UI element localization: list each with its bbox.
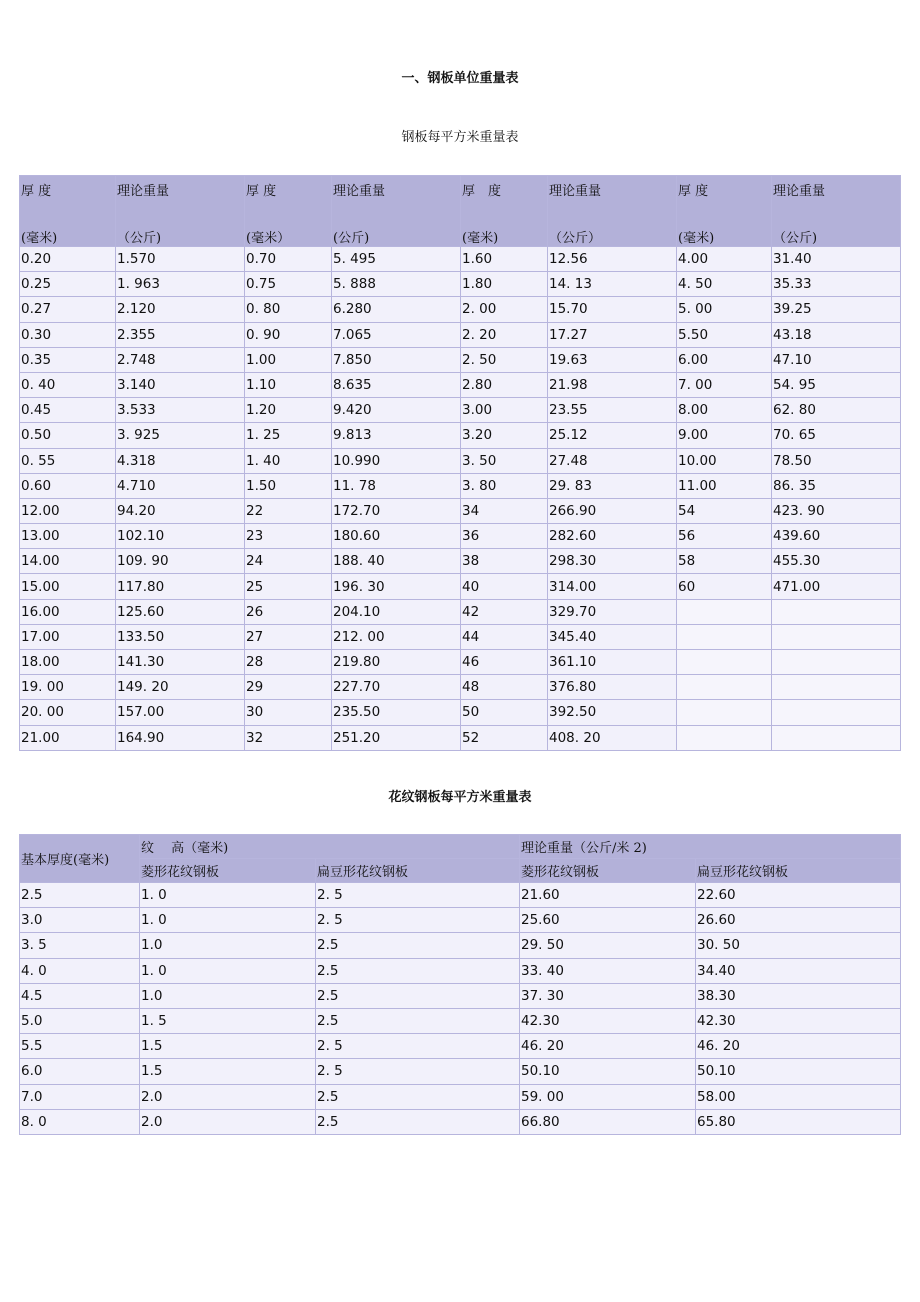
table-cell: 9.420 — [332, 398, 461, 423]
table-cell: 33. 40 — [520, 958, 696, 983]
table-cell: 17.00 — [20, 624, 116, 649]
table-cell: 3.00 — [461, 398, 548, 423]
table-cell: 30. 50 — [696, 933, 901, 958]
table1-header-cell — [461, 176, 548, 247]
table-cell: 2.80 — [461, 372, 548, 397]
table-cell: 11. 78 — [332, 473, 461, 498]
table-cell: 9.813 — [332, 423, 461, 448]
table-cell: 6.00 — [677, 347, 772, 372]
table-cell: 1.5 — [140, 1034, 316, 1059]
header-pattern-height: 纹 高（毫米) — [140, 835, 520, 859]
table-cell: 0.30 — [20, 322, 116, 347]
table-cell: 52 — [461, 725, 548, 750]
table-cell: 42 — [461, 599, 548, 624]
table-cell: 32 — [245, 725, 332, 750]
table-cell: 282.60 — [548, 524, 677, 549]
table-cell — [677, 624, 772, 649]
table-cell: 34 — [461, 498, 548, 523]
table-cell: 21.00 — [20, 725, 116, 750]
table-cell: 54. 95 — [772, 372, 901, 397]
table-cell: 408. 20 — [548, 725, 677, 750]
table-cell: 65.80 — [696, 1109, 901, 1134]
table-cell: 2.0 — [140, 1109, 316, 1134]
steel-plate-weight-table — [19, 175, 901, 751]
table-cell: 50.10 — [520, 1059, 696, 1084]
table-cell: 13.00 — [20, 524, 116, 549]
table-cell — [677, 675, 772, 700]
table-cell: 4. 0 — [20, 958, 140, 983]
table-cell: 1. 5 — [140, 1008, 316, 1033]
table-cell: 1.00 — [245, 347, 332, 372]
table-cell: 180.60 — [332, 524, 461, 549]
table-row — [20, 448, 901, 473]
table-cell: 2.5 — [316, 983, 520, 1008]
table-cell: 0.27 — [20, 297, 116, 322]
table-cell: 26 — [245, 599, 332, 624]
table-row — [20, 908, 901, 933]
table-cell: 58 — [677, 549, 772, 574]
table-cell: 29. 83 — [548, 473, 677, 498]
table-cell: 35.33 — [772, 272, 901, 297]
table2-subheader-cell: 扁豆形花纹钢板 — [316, 859, 520, 883]
table-cell: 50.10 — [696, 1059, 901, 1084]
table-row — [20, 524, 901, 549]
table-cell: 0.45 — [20, 398, 116, 423]
table-cell: 0.50 — [20, 423, 116, 448]
table-cell: 5.50 — [677, 322, 772, 347]
table-row — [20, 549, 901, 574]
table-cell: 7.850 — [332, 347, 461, 372]
table-cell: 17.27 — [548, 322, 677, 347]
table-cell: 1.570 — [116, 247, 245, 272]
table-cell: 2.5 — [316, 1084, 520, 1109]
table-cell: 2. 50 — [461, 347, 548, 372]
table-cell: 78.50 — [772, 448, 901, 473]
table-cell: 25.60 — [520, 908, 696, 933]
table-cell: 5.0 — [20, 1008, 140, 1033]
table-row — [20, 473, 901, 498]
table-cell — [772, 725, 901, 750]
table-cell: 2.0 — [140, 1084, 316, 1109]
table-cell: 37. 30 — [520, 983, 696, 1008]
table-cell: 1.5 — [140, 1059, 316, 1084]
header-label: 厚 度 — [678, 184, 709, 199]
table-cell: 141.30 — [116, 650, 245, 675]
table-cell: 27 — [245, 624, 332, 649]
table-cell: 21.98 — [548, 372, 677, 397]
table-row — [20, 933, 901, 958]
table-cell: 4.5 — [20, 983, 140, 1008]
table-row — [20, 1059, 901, 1084]
table-cell: 31.40 — [772, 247, 901, 272]
table-row — [20, 247, 901, 272]
table-cell: 25 — [245, 574, 332, 599]
table-cell: 0.60 — [20, 473, 116, 498]
table-row — [20, 983, 901, 1008]
table-cell: 3. 5 — [20, 933, 140, 958]
table-cell: 2. 5 — [316, 1059, 520, 1084]
table-cell: 22 — [245, 498, 332, 523]
table-cell: 43.18 — [772, 322, 901, 347]
table-row — [20, 650, 901, 675]
table-cell: 212. 00 — [332, 624, 461, 649]
table1-header-cell — [20, 176, 116, 247]
table-cell: 7.0 — [20, 1084, 140, 1109]
table-cell: 34.40 — [696, 958, 901, 983]
table-cell: 219.80 — [332, 650, 461, 675]
table-cell: 0.70 — [245, 247, 332, 272]
table-cell: 50 — [461, 700, 548, 725]
table-cell: 26.60 — [696, 908, 901, 933]
table-row — [20, 599, 901, 624]
table1-header-cell — [116, 176, 245, 247]
table-cell: 27.48 — [548, 448, 677, 473]
table-cell: 3. 80 — [461, 473, 548, 498]
table-cell: 42.30 — [696, 1008, 901, 1033]
table-cell: 36 — [461, 524, 548, 549]
table-cell: 266.90 — [548, 498, 677, 523]
table-cell: 196. 30 — [332, 574, 461, 599]
table-cell: 48 — [461, 675, 548, 700]
table-cell: 2.355 — [116, 322, 245, 347]
table-row — [20, 725, 901, 750]
table-cell: 5.5 — [20, 1034, 140, 1059]
table-cell: 22.60 — [696, 883, 901, 908]
table2-title: 花纹钢板每平方米重量表 — [388, 790, 532, 805]
table2-subheader-cell: 菱形花纹钢板 — [520, 859, 696, 883]
table-cell: 1. 0 — [140, 958, 316, 983]
table-cell: 1.50 — [245, 473, 332, 498]
header-label: 理论重量 — [117, 184, 170, 199]
table2-header-row-1 — [20, 835, 901, 859]
header-unit: (公斤) — [333, 231, 370, 246]
table-cell — [677, 700, 772, 725]
table-cell: 23.55 — [548, 398, 677, 423]
table-cell: 66.80 — [520, 1109, 696, 1134]
table-cell: 14.00 — [20, 549, 116, 574]
table-cell: 94.20 — [116, 498, 245, 523]
table-row — [20, 398, 901, 423]
table2-subheader-cell: 菱形花纹钢板 — [140, 859, 316, 883]
table-cell: 227.70 — [332, 675, 461, 700]
header-unit: (毫米) — [462, 231, 499, 246]
table-cell: 361.10 — [548, 650, 677, 675]
table-cell: 0. 90 — [245, 322, 332, 347]
header-unit: （公斤) — [117, 231, 162, 246]
table-cell: 28 — [245, 650, 332, 675]
table-cell — [772, 599, 901, 624]
header-label: 理论重量 — [549, 184, 602, 199]
table-cell: 46 — [461, 650, 548, 675]
header-unit: (毫米) — [678, 231, 715, 246]
table-row — [20, 423, 901, 448]
table-row — [20, 675, 901, 700]
table-cell: 10.00 — [677, 448, 772, 473]
table-row — [20, 958, 901, 983]
table-cell: 40 — [461, 574, 548, 599]
page-heading: 一、钢板单位重量表 — [401, 71, 519, 86]
table1-header-cell — [245, 176, 332, 247]
table-cell: 6.280 — [332, 297, 461, 322]
table-cell: 1.20 — [245, 398, 332, 423]
table-cell: 2. 5 — [316, 883, 520, 908]
header-label: 厚 度 — [21, 184, 52, 199]
table-cell: 1.0 — [140, 933, 316, 958]
table-cell: 2. 5 — [316, 908, 520, 933]
table-cell — [772, 700, 901, 725]
header-unit: （公斤） — [549, 231, 602, 246]
table-cell: 125.60 — [116, 599, 245, 624]
table-cell: 12.56 — [548, 247, 677, 272]
table-cell: 44 — [461, 624, 548, 649]
table-cell: 14. 13 — [548, 272, 677, 297]
table-cell: 1. 40 — [245, 448, 332, 473]
table-cell: 2. 20 — [461, 322, 548, 347]
table-cell: 39.25 — [772, 297, 901, 322]
table-cell: 2. 00 — [461, 297, 548, 322]
table-cell: 38.30 — [696, 983, 901, 1008]
table-row — [20, 372, 901, 397]
table-cell: 1.10 — [245, 372, 332, 397]
table-cell: 1. 963 — [116, 272, 245, 297]
table-cell: 1. 0 — [140, 883, 316, 908]
table-cell: 54 — [677, 498, 772, 523]
table-row — [20, 272, 901, 297]
header-label: 理论重量 — [333, 184, 386, 199]
table-cell: 1.80 — [461, 272, 548, 297]
table-row — [20, 624, 901, 649]
table-cell: 25.12 — [548, 423, 677, 448]
table-cell: 235.50 — [332, 700, 461, 725]
table-cell: 149. 20 — [116, 675, 245, 700]
table-cell: 5. 495 — [332, 247, 461, 272]
table1-header-cell — [548, 176, 677, 247]
table-cell: 102.10 — [116, 524, 245, 549]
table-row — [20, 498, 901, 523]
table-row — [20, 1034, 901, 1059]
table1-header-row — [20, 176, 901, 247]
table-cell: 3. 925 — [116, 423, 245, 448]
table-cell — [772, 675, 901, 700]
table-cell: 70. 65 — [772, 423, 901, 448]
table-cell: 157.00 — [116, 700, 245, 725]
table-row — [20, 574, 901, 599]
table1-title: 钢板每平方米重量表 — [401, 130, 519, 145]
table-cell — [677, 599, 772, 624]
table-cell: 15.00 — [20, 574, 116, 599]
table-cell: 2.120 — [116, 297, 245, 322]
table-cell: 47.10 — [772, 347, 901, 372]
table-cell: 24 — [245, 549, 332, 574]
table-cell: 392.50 — [548, 700, 677, 725]
table-cell: 2.5 — [316, 1008, 520, 1033]
table-cell: 109. 90 — [116, 549, 245, 574]
table-cell: 16.00 — [20, 599, 116, 624]
table-cell: 86. 35 — [772, 473, 901, 498]
table-cell: 133.50 — [116, 624, 245, 649]
table-cell: 29 — [245, 675, 332, 700]
header-unit: (毫米） — [246, 231, 291, 246]
table-cell: 329.70 — [548, 599, 677, 624]
table-cell: 2.5 — [20, 883, 140, 908]
table-cell: 1.60 — [461, 247, 548, 272]
table1-header-cell — [772, 176, 901, 247]
table-cell: 15.70 — [548, 297, 677, 322]
table-cell: 6.0 — [20, 1059, 140, 1084]
table-cell: 3.0 — [20, 908, 140, 933]
table-cell: 46. 20 — [696, 1034, 901, 1059]
table2-header-row-2 — [20, 859, 901, 883]
table-cell: 423. 90 — [772, 498, 901, 523]
table-cell: 2.5 — [316, 958, 520, 983]
table-cell: 345.40 — [548, 624, 677, 649]
table-cell: 1. 25 — [245, 423, 332, 448]
table-cell: 8. 0 — [20, 1109, 140, 1134]
table-cell: 188. 40 — [332, 549, 461, 574]
table-cell: 298.30 — [548, 549, 677, 574]
table-cell: 376.80 — [548, 675, 677, 700]
table-cell: 204.10 — [332, 599, 461, 624]
table-cell — [772, 624, 901, 649]
table-cell: 9.00 — [677, 423, 772, 448]
table-cell: 29. 50 — [520, 933, 696, 958]
table-row — [20, 700, 901, 725]
table-cell: 1. 0 — [140, 908, 316, 933]
table-cell: 4.318 — [116, 448, 245, 473]
header-unit: (毫米) — [21, 231, 58, 246]
table-cell: 7. 00 — [677, 372, 772, 397]
table-cell: 314.00 — [548, 574, 677, 599]
table-row — [20, 1109, 901, 1134]
table-cell: 0.25 — [20, 272, 116, 297]
table-cell: 46. 20 — [520, 1034, 696, 1059]
table-cell: 251.20 — [332, 725, 461, 750]
table-cell: 0.75 — [245, 272, 332, 297]
table-cell: 0. 40 — [20, 372, 116, 397]
table-cell: 1.0 — [140, 983, 316, 1008]
checkered-plate-weight-table — [19, 834, 901, 1135]
table-cell: 172.70 — [332, 498, 461, 523]
table-cell: 20. 00 — [20, 700, 116, 725]
table-cell: 471.00 — [772, 574, 901, 599]
table-row — [20, 347, 901, 372]
table-row — [20, 1084, 901, 1109]
table-row — [20, 883, 901, 908]
table-cell: 42.30 — [520, 1008, 696, 1033]
table-cell: 10.990 — [332, 448, 461, 473]
table-cell: 3.533 — [116, 398, 245, 423]
table-cell: 8.635 — [332, 372, 461, 397]
table-cell — [677, 725, 772, 750]
table-cell: 11.00 — [677, 473, 772, 498]
table-cell: 38 — [461, 549, 548, 574]
header-theoretical-weight: 理论重量（公斤/米 2) — [520, 835, 901, 859]
table-cell: 2.5 — [316, 1109, 520, 1134]
table-cell — [677, 650, 772, 675]
table-cell: 0.35 — [20, 347, 116, 372]
table-cell: 455.30 — [772, 549, 901, 574]
table-cell: 4. 50 — [677, 272, 772, 297]
table-row — [20, 297, 901, 322]
table-cell: 58.00 — [696, 1084, 901, 1109]
table-cell: 62. 80 — [772, 398, 901, 423]
table-cell: 3. 50 — [461, 448, 548, 473]
header-label: 厚 度 — [462, 184, 502, 199]
table-cell: 59. 00 — [520, 1084, 696, 1109]
table-cell: 5. 888 — [332, 272, 461, 297]
table1-header-cell — [332, 176, 461, 247]
table-cell: 3.140 — [116, 372, 245, 397]
header-base-thickness: 基本厚度(毫米) — [20, 835, 140, 883]
table2-subheader-cell: 扁豆形花纹钢板 — [696, 859, 901, 883]
table-cell: 2.5 — [316, 933, 520, 958]
table-cell: 18.00 — [20, 650, 116, 675]
table-row — [20, 1008, 901, 1033]
table-cell: 23 — [245, 524, 332, 549]
table-cell: 3.20 — [461, 423, 548, 448]
table-cell: 0. 80 — [245, 297, 332, 322]
table-cell: 7.065 — [332, 322, 461, 347]
table-cell: 2.748 — [116, 347, 245, 372]
table-cell: 164.90 — [116, 725, 245, 750]
table-cell: 2. 5 — [316, 1034, 520, 1059]
table-row — [20, 322, 901, 347]
table-cell: 439.60 — [772, 524, 901, 549]
table-cell: 8.00 — [677, 398, 772, 423]
table-cell: 4.710 — [116, 473, 245, 498]
header-label: 理论重量 — [773, 184, 826, 199]
table-cell: 56 — [677, 524, 772, 549]
table-cell: 21.60 — [520, 883, 696, 908]
table-cell: 5. 00 — [677, 297, 772, 322]
table-cell: 12.00 — [20, 498, 116, 523]
table-cell — [772, 650, 901, 675]
table1-header-cell — [677, 176, 772, 247]
table-cell: 60 — [677, 574, 772, 599]
table-cell: 0.20 — [20, 247, 116, 272]
table-cell: 19.63 — [548, 347, 677, 372]
header-unit: （公斤) — [773, 231, 818, 246]
header-label: 厚 度 — [246, 184, 277, 199]
table-cell: 0. 55 — [20, 448, 116, 473]
table-cell: 4.00 — [677, 247, 772, 272]
table-cell: 117.80 — [116, 574, 245, 599]
table-cell: 19. 00 — [20, 675, 116, 700]
table-cell: 30 — [245, 700, 332, 725]
